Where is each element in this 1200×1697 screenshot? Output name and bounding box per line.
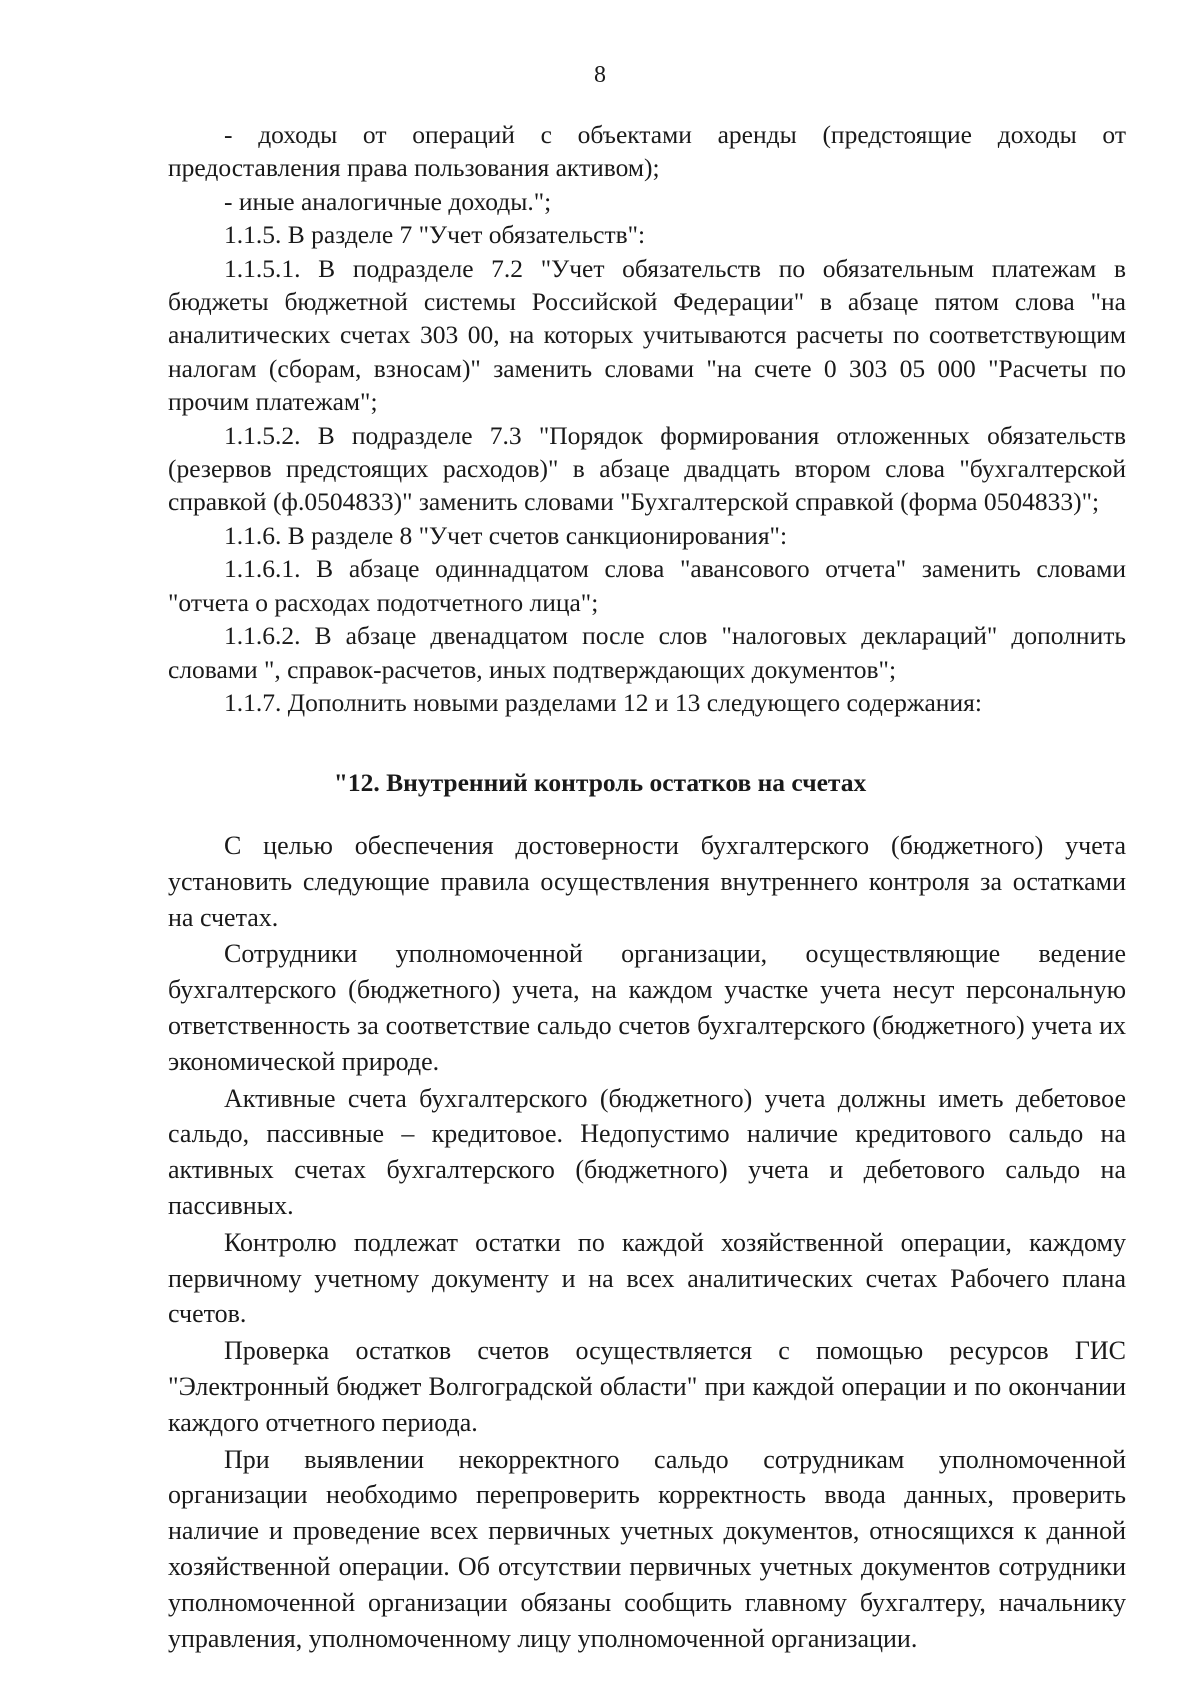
paragraph: 1.1.5. В разделе 7 "Учет обязательств": (224, 220, 646, 250)
paragraph: Активные счета бухгалтерского (бюджетного) учета должны иметь дебетовое сальдо, пассивные – кредитовое. Недопустимо наличие кредитового сальдо на активных счетах бухгалтерского (бюджетного) учета и дебетового сальдо на пассивных. (168, 1083, 1126, 1220)
amendments-section (168, 118, 1126, 719)
paragraph: Сотрудники уполномоченной организации, осуществляющие ведение бухгалтерского (бюджетного) учета, на каждом участке учета несут персональную ответственность за соответствие сальдо счетов бухгалтерского (бюджетного) учета их экономической природе. (168, 939, 1126, 1076)
paragraph: С целью обеспечения достоверности бухгалтерского (бюджетного) учета установить следующие правила осуществления внутреннего контроля за остатками на счетах. (168, 831, 1126, 932)
section-heading: "12. Внутренний контроль остатков на счетах (333, 768, 867, 797)
paragraph: При выявлении некорректного сальдо сотрудникам уполномоченной организации необходимо перепроверить корректность ввода данных, проверить наличие и проведение всех первичных учетных документов, относящихся к данной хозяйственной операции. Об отсутствии первичных учетных документов сотрудники уполномоченной организации обязаны сообщить главному бухгалтеру, начальнику управления, уполномоченному лицу уполномоченной организации. (168, 1444, 1126, 1653)
paragraph: 1.1.5.2. В подразделе 7.3 "Порядок формирования отложенных обязательств (резервов предстоящих расходов)" в абзаце двадцать втором слова "бухгалтерской справкой (ф.0504833)" заменить словами "Бухгалтерской справкой (форма 0504833)"; (168, 420, 1126, 517)
paragraph: Проверка остатков счетов осуществляется с помощью ресурсов ГИС "Электронный бюджет Волгоградской области" при каждой операции и по окончании каждого отчетного периода. (168, 1336, 1126, 1437)
internal-control-section (168, 828, 1126, 1656)
page-number: 8 (594, 62, 606, 88)
paragraph: 1.1.6.1. В абзаце одиннадцатом слова "авансового отчета" заменить словами "отчета о расходах подотчетного лица"; (168, 554, 1126, 617)
paragraph: - иные аналогичные доходы."; (224, 186, 552, 216)
paragraph: 1.1.5.1. В подразделе 7.2 "Учет обязательств по обязательным платежам в бюджеты бюджетной системы Российской Федерации" в абзаце пятом слова "на аналитических счетах 303 00, на которых учитываются расчеты по соответствующим налогам (сборам, взносам)" заменить словами "на счете 0 303 05 000 "Расчеты по прочим платежам"; (168, 253, 1126, 417)
paragraph: 1.1.6.2. В абзаце двенадцатом после слов "налоговых деклараций" дополнить словами ", справок-расчетов, иных подтверждающих документов"; (168, 621, 1126, 684)
paragraph: 1.1.6. В разделе 8 "Учет счетов санкционирования": (224, 520, 788, 550)
paragraph: 1.1.7. Дополнить новыми разделами 12 и 13 следующего содержания: (224, 687, 982, 717)
paragraph: - доходы от операций с объектами аренды (предстоящие доходы от предоставления права пользования активом); (168, 120, 1126, 183)
paragraph: Контролю подлежат остатки по каждой хозяйственной операции, каждому первичному учетному документу и на всех аналитических счетах Рабочего плана счетов. (168, 1227, 1126, 1329)
